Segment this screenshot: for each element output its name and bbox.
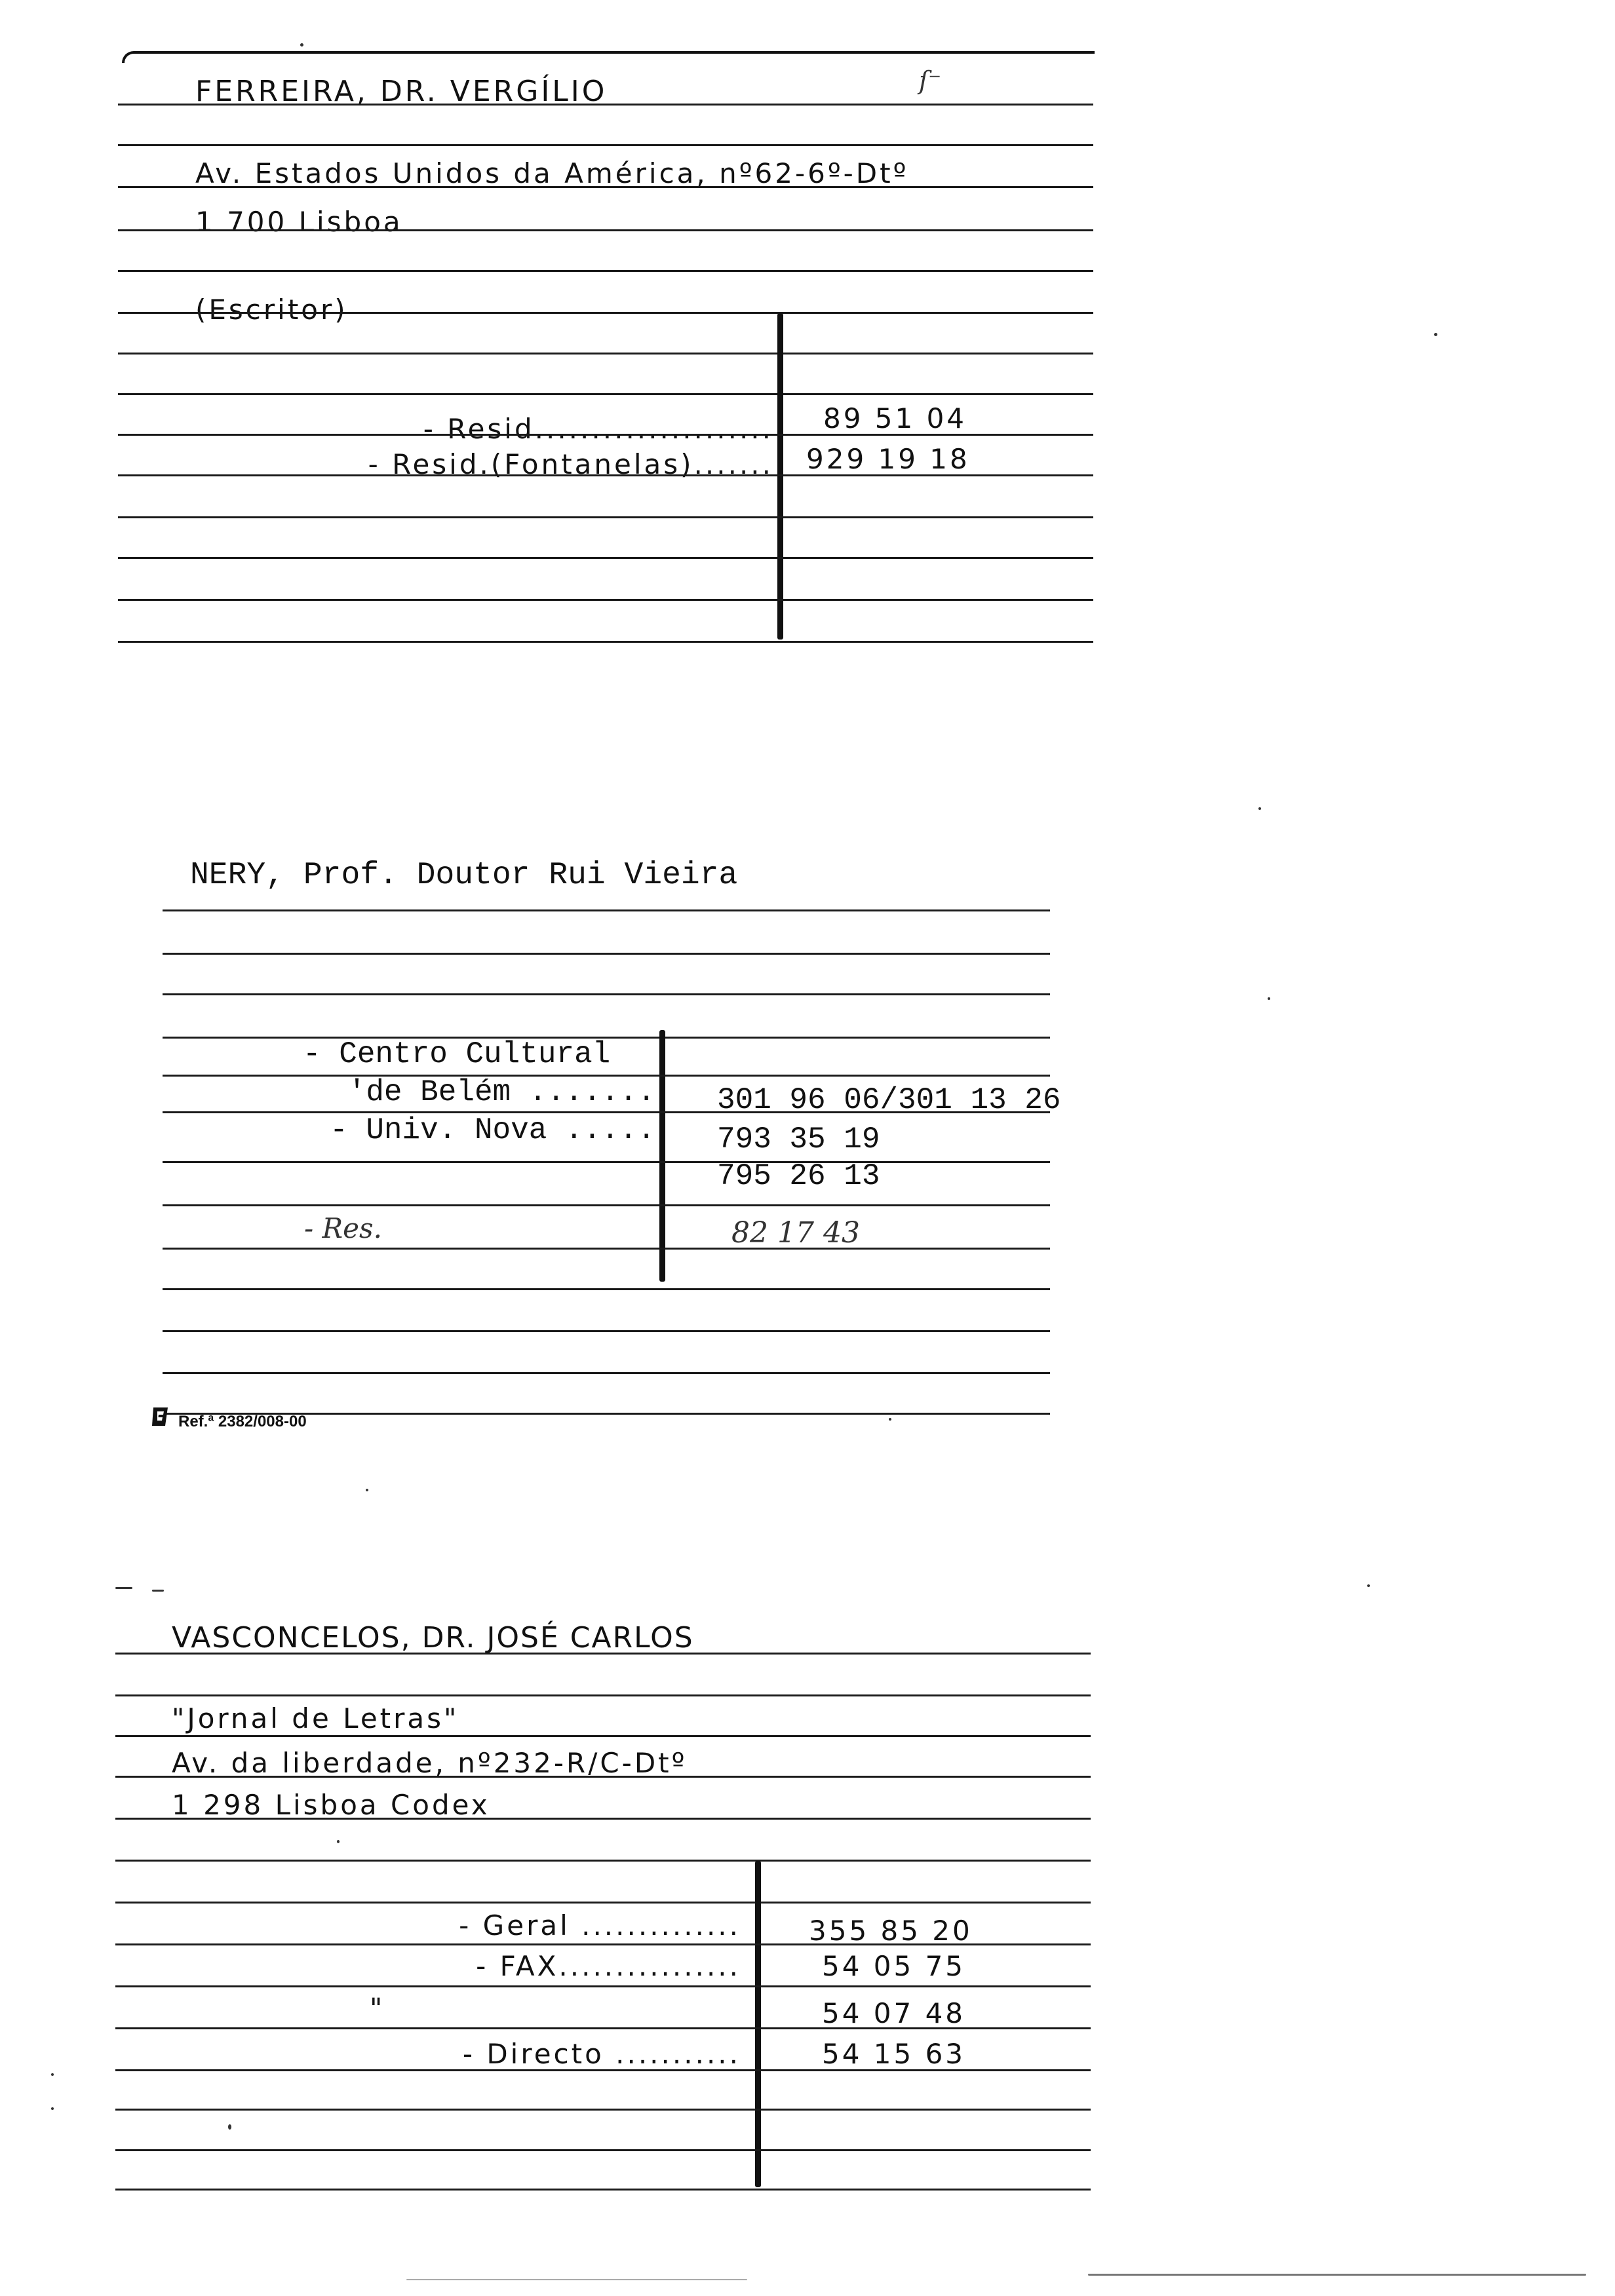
ruled-line [163, 953, 1050, 955]
scan-speck [366, 1489, 368, 1491]
ruled-line [115, 2027, 1091, 2029]
ruled-line [118, 434, 1093, 436]
contact-name: NERY, Prof. Doutor Rui Vieira [190, 858, 738, 893]
ruled-line [115, 2149, 1091, 2151]
handwritten-label: - Res. [304, 1212, 382, 1244]
ruled-line [115, 2069, 1091, 2071]
ruled-line [118, 393, 1093, 395]
ruled-line [163, 1204, 1050, 1206]
phone-label: - Resid.(Fontanelas)....... [368, 448, 773, 480]
address-line-2: Av. da liberdade, nº232-R/C-Dtº [172, 1747, 688, 1779]
scan-speck [1258, 807, 1261, 810]
ruled-line [115, 1735, 1091, 1737]
form-reference: Ref.ª 2382/008-00 [178, 1413, 307, 1430]
ruled-line [115, 1776, 1091, 1778]
corner-mark: ſ⁻ [919, 66, 942, 95]
ruled-line [118, 641, 1093, 643]
contact-name: FERREIRA, DR. VERGÍLIO [195, 75, 608, 108]
phone-number: 54 05 75 [822, 1950, 966, 1982]
scan-speck [337, 1840, 340, 1843]
ruled-line [163, 1330, 1050, 1332]
scan-speck [406, 2279, 747, 2280]
ruled-line [163, 993, 1050, 995]
scan-speck [228, 2124, 231, 2130]
ruled-line [163, 1161, 1050, 1163]
ruled-line [118, 353, 1093, 354]
scan-speck [300, 43, 303, 47]
ruled-line [115, 1902, 1091, 1904]
ruled-line [115, 2109, 1091, 2111]
ruled-line [118, 229, 1093, 231]
ruled-line [118, 186, 1093, 188]
scan-speck [152, 1590, 164, 1592]
ruled-line [115, 1943, 1091, 1945]
phone-number: 793 35 19 [717, 1122, 880, 1157]
phone-label: - Directo ........... [462, 2038, 741, 2070]
ruled-line [115, 1653, 1091, 1655]
phone-number: 929 19 18 [806, 443, 970, 475]
card-top-edge [122, 51, 1095, 63]
ruled-line [118, 144, 1093, 146]
phone-number: 54 07 48 [822, 1997, 966, 2029]
scan-speck [1268, 997, 1270, 1000]
phone-label: - Centro Cultural [303, 1037, 611, 1071]
scan-speck [1367, 1584, 1370, 1587]
column-divider [755, 1861, 761, 2187]
ruled-line [118, 474, 1093, 476]
occupation: (Escritor) [195, 294, 348, 326]
scan-speck [1434, 333, 1437, 336]
ditto-mark: " [370, 1992, 385, 2024]
scan-speck [889, 1418, 891, 1421]
ruled-line [163, 909, 1050, 911]
ruled-line [163, 1248, 1050, 1250]
printer-logo-icon [151, 1406, 169, 1427]
phone-label: - Univ. Nova ..... [330, 1113, 655, 1147]
ruled-line [115, 1985, 1091, 1987]
ruled-line [115, 1818, 1091, 1820]
phone-number: 54 15 63 [822, 2038, 966, 2070]
ruled-line [118, 516, 1093, 518]
phone-label: - Resid..................... [423, 413, 773, 445]
phone-label: - FAX................ [476, 1950, 741, 1982]
phone-number: 795 26 13 [717, 1159, 880, 1193]
phone-label: 'de Belém ....... [347, 1075, 655, 1109]
ruled-line [118, 312, 1093, 314]
ruled-line [163, 1372, 1050, 1374]
ruled-line [118, 104, 1093, 105]
phone-number: 89 51 04 [823, 402, 967, 434]
ruled-line [115, 1694, 1091, 1696]
scan-speck [115, 1587, 132, 1589]
ruled-line [163, 1288, 1050, 1290]
ruled-line [118, 557, 1093, 559]
address-line-3: 1 298 Lisboa Codex [172, 1789, 490, 1821]
column-divider [777, 313, 783, 640]
phone-number: 301 96 06/301 13 26 [717, 1083, 1061, 1117]
phone-number: 355 85 20 [809, 1915, 973, 1947]
scan-speck [51, 2107, 54, 2110]
contact-name: VASCONCELOS, DR. JOSÉ CARLOS [172, 1621, 694, 1655]
scan-speck [51, 2073, 54, 2076]
ruled-line [118, 270, 1093, 272]
address-line-2: 1 700 Lisboa [195, 206, 403, 238]
ruled-line [115, 2189, 1091, 2191]
ruled-line [115, 1860, 1091, 1862]
handwritten-number: 82 17 43 [731, 1216, 860, 1250]
column-divider [659, 1030, 665, 1282]
phone-label: - Geral .............. [459, 1909, 741, 1942]
address-line-1: "Jornal de Letras" [172, 1702, 459, 1734]
address-line-1: Av. Estados Unidos da América, nº62-6º-Dtº [195, 157, 909, 189]
ruled-line [118, 599, 1093, 601]
scan-speck [1088, 2274, 1586, 2276]
